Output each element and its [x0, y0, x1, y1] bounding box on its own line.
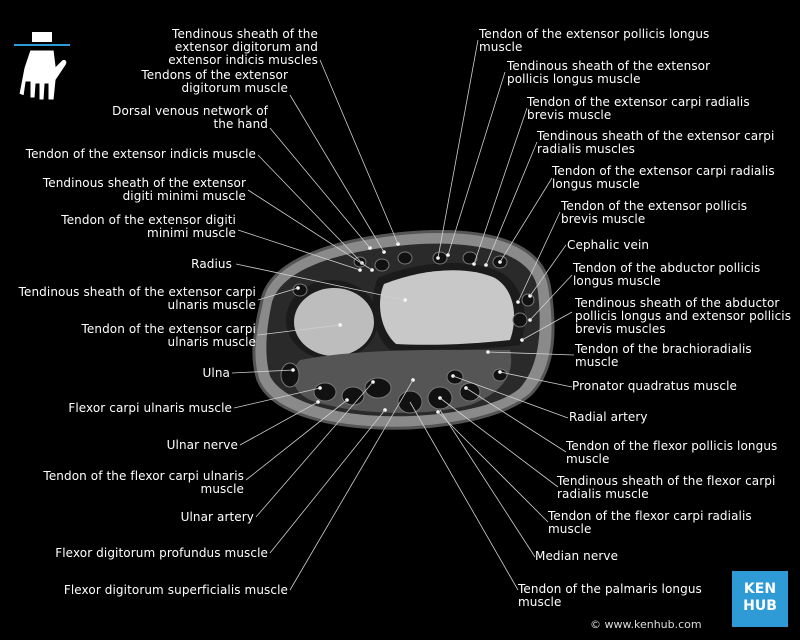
label-left-14: Flexor digitorum profundus muscle	[55, 546, 268, 560]
copyright-credit: © www.kenhub.com	[590, 618, 702, 631]
label-right-9: Tendon of the brachioradialis muscle	[575, 342, 752, 369]
label-left-6: Radius	[191, 257, 232, 271]
label-right-2: Tendon of the extensor carpi radialis brevis muscle	[527, 95, 750, 122]
label-left-11: Ulnar nerve	[166, 438, 238, 452]
label-right-16: Tendon of the palmaris longus muscle	[518, 582, 702, 609]
label-left-9: Ulna	[202, 366, 230, 380]
label-left-7: Tendinous sheath of the extensor carpi ulnaris muscle	[18, 285, 256, 312]
label-right-11: Radial artery	[569, 410, 648, 424]
label-right-5: Tendon of the extensor pollicis brevis muscle	[561, 199, 748, 226]
label-right-8: Tendinous sheath of the abductor pollicis longus and extensor pollicis brevis muscles	[575, 296, 792, 336]
hand-orientation-icon	[10, 30, 74, 104]
label-right-14: Tendon of the flexor carpi radialis muscle	[548, 509, 752, 536]
label-right-15: Median nerve	[535, 549, 619, 563]
label-right-0: Tendon of the extensor pollicis longus muscle	[479, 27, 710, 54]
label-left-8: Tendon of the extensor carpi ulnaris muscle	[81, 322, 256, 349]
label-left-2: Dorsal venous network of the hand	[112, 104, 268, 131]
label-right-12: Tendon of the flexor pollicis longus muscle	[566, 439, 778, 466]
label-left-4: Tendinous sheath of the extensor digiti minimi muscle	[42, 176, 246, 203]
kenhub-logo[interactable]	[732, 571, 788, 627]
label-right-10: Pronator quadratus muscle	[572, 379, 738, 393]
label-left-12: Tendon of the flexor carpi ulnaris muscle	[43, 469, 244, 496]
label-right-4: Tendon of the extensor carpi radialis longus muscle	[552, 164, 775, 191]
label-left-15: Flexor digitorum superficialis muscle	[63, 583, 288, 597]
label-left-1: Tendons of the extensor digitorum muscle	[141, 68, 288, 95]
logo-line1: KEN	[743, 581, 777, 597]
label-right-13: Tendinous sheath of the flexor carpi radialis muscle	[557, 474, 776, 501]
label-left-3: Tendon of the extensor indicis muscle	[25, 147, 256, 161]
label-right-7: Tendon of the abductor pollicis longus muscle	[573, 261, 761, 288]
label-right-1: Tendinous sheath of the extensor pollicis longus muscle	[507, 59, 711, 86]
label-right-3: Tendinous sheath of the extensor carpi radialis muscles	[537, 129, 775, 156]
label-left-5: Tendon of the extensor digiti minimi muscle	[61, 213, 236, 240]
label-right-6: Cephalic vein	[567, 238, 650, 252]
label-left-10: Flexor carpi ulnaris muscle	[68, 401, 232, 415]
logo-line2: HUB	[743, 598, 777, 614]
label-left-13: Ulnar artery	[180, 510, 254, 524]
label-left-0: Tendinous sheath of the extensor digitorum and extensor indicis muscles	[168, 27, 318, 67]
